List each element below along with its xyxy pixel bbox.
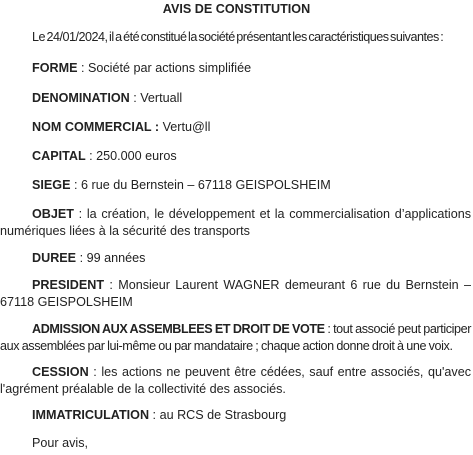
duree-value: 99 années [86,251,146,265]
capital-value: 250.000 euros [96,149,177,163]
siege-separator: : [70,178,81,192]
objet-label: OBJET [32,207,74,221]
president-value: Monsieur Laurent WAGNER demeurant 6 rue du Bernstein – 67118 GEISPOLSHEIM [0,278,471,309]
cession-separator: : [88,365,102,379]
capital-label: CAPITAL [32,149,86,163]
denomination-value: Vertuall [140,91,183,105]
siege-paragraph [0,177,471,194]
notice-title: AVIS DE CONSTITUTION [162,2,311,16]
admission-paragraph [0,321,471,355]
forme-paragraph [0,60,471,77]
cession-value: les actions ne peuvent être cédées, sauf entre associés, qu'avec l'agrément préalable de la collectivité des associés. [0,365,471,396]
denomination-separator: : [129,91,141,105]
capital-separator: : [85,149,97,163]
duree-separator: : [76,251,87,265]
immatriculation-value: au RCS de Strasbourg [159,408,287,422]
nom-commercial-value: Vertu@ll [162,120,211,134]
capital-paragraph [0,148,471,165]
immatriculation-separator: : [149,408,160,422]
admission-label: ADMISSION AUX ASSEMBLEES ET DROIT DE VOTE [32,322,325,336]
siege-value: 6 rue du Bernstein – 67118 GEISPOLSHEIM [81,178,331,192]
immatriculation-paragraph [0,407,471,424]
forme-value: Société par actions simplifiée [87,61,252,75]
immatriculation-label: IMMATRICULATION [32,408,150,422]
objet-separator: : [74,207,87,221]
denomination-label: DENOMINATION [32,91,130,105]
president-paragraph [0,277,471,311]
president-label: PRESIDENT [32,278,105,292]
president-separator: : [104,278,119,292]
duree-label: DUREE [32,251,77,265]
objet-paragraph [0,206,471,240]
denomination-paragraph [0,90,471,107]
objet-value: la création, le développement et la commercialisation d’applications numériques liées à la sécurité des transports [0,207,472,238]
admission-separator: : [324,322,334,336]
intro-paragraph: Le 24/01/2024, il a été constitué la société présentant les caractéristiques suivantes : [32,30,444,44]
nom-commercial-label: NOM COMMERCIAL : [32,120,160,134]
cession-paragraph [0,364,471,398]
cession-label: CESSION [32,365,89,379]
closing-line: Pour avis, [32,436,88,450]
duree-paragraph [0,250,471,267]
nom-commercial-paragraph [0,119,471,136]
forme-label: FORME [32,61,78,75]
forme-separator: : [77,61,88,75]
siege-label: SIEGE [32,178,71,192]
admission-value: tout associé peut participer aux assemblées par lui-même ou par mandataire ; chaque action donne droit à une voix. [0,322,472,353]
